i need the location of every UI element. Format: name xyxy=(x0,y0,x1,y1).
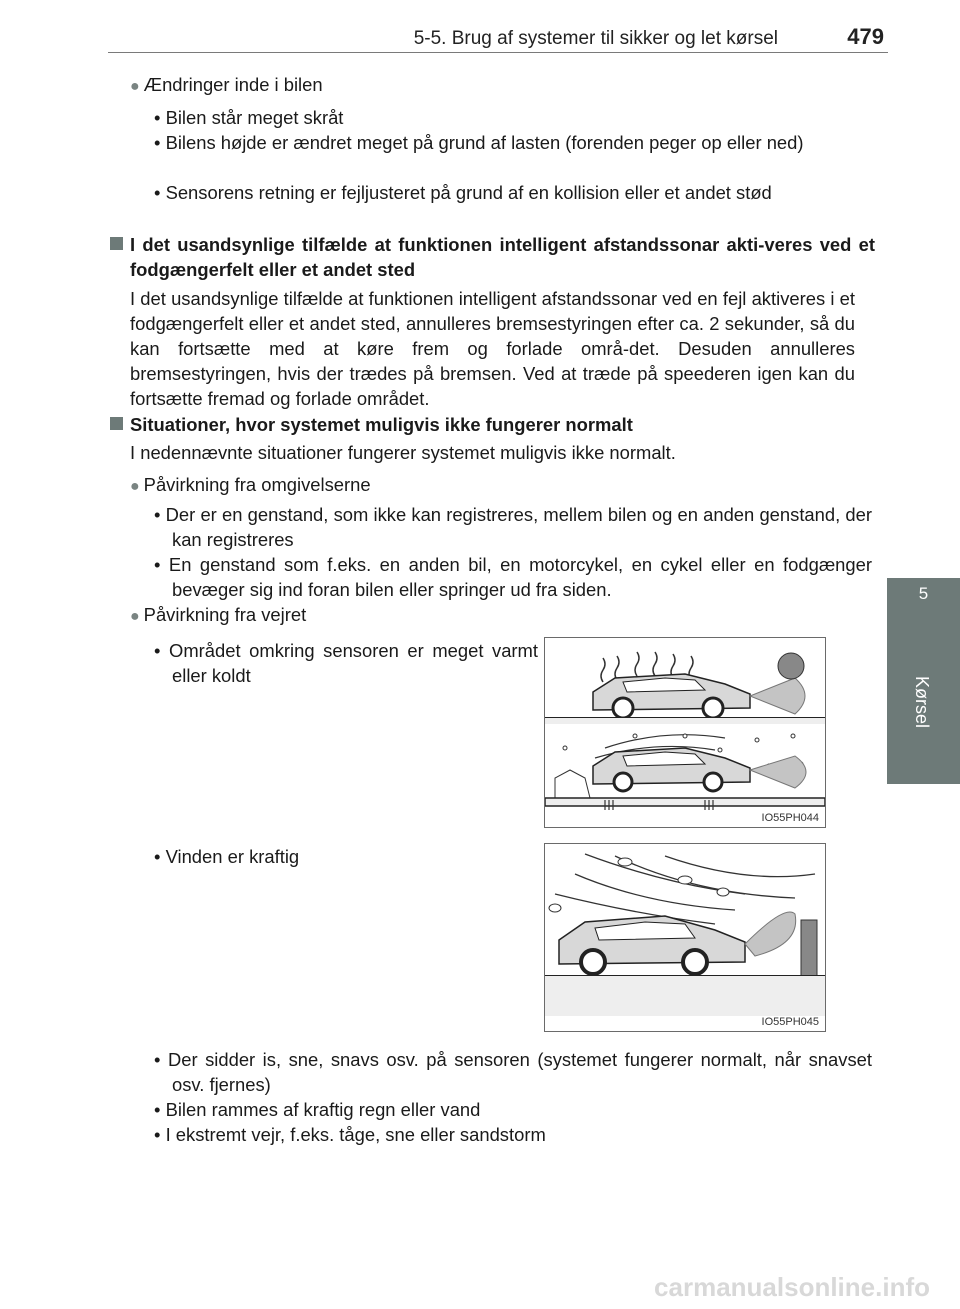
list-item: • Sensorens retning er fejljusteret på grund af en kollision eller et andet stød xyxy=(154,182,772,203)
hot-cold-illustration xyxy=(545,638,825,827)
list-item: • Vinden er kraftig xyxy=(154,846,300,867)
car-icon xyxy=(593,674,750,718)
intro-paragraph: I nedennævnte situationer fungerer systemet muligvis ikke normalt. xyxy=(130,442,676,463)
body-paragraph: I det usandsynlige tilfælde at funktionen intelligent afstandssonar ved en fejl aktiveres i et fodgængerfelt eller et andet sted, annulleres bremsestyringen efter ca. 2 sekunder, så du kan fortsætte med at køre frem og forlade områ-det. Desuden annulleres bremsestyringen, hvis der trædes på bremsen. Ved at træde på speederen igen kan du fortsætte fremad og forlade området. xyxy=(130,288,855,409)
figure-code: IO55PH045 xyxy=(761,1016,819,1028)
list-item: • Der er en genstand, som ikke kan registreres, mellem bilen og en anden genstand, der kan registreres xyxy=(154,504,872,550)
chapter-title: Kørsel xyxy=(912,676,932,729)
page-header xyxy=(108,18,888,53)
figure-hot-cold xyxy=(544,637,826,828)
car-icon xyxy=(559,916,745,974)
sensor-beam xyxy=(750,756,806,788)
figure-code: IO55PH044 xyxy=(761,812,819,824)
list-item: • Der sidder is, sne, snavs osv. på sensoren (systemet fungerer normalt, når snavset osv. fjernes) xyxy=(154,1049,872,1095)
section-heading: Situationer, hvor systemet muligvis ikke fungerer normalt xyxy=(110,412,875,437)
chapter-number: 5 xyxy=(918,584,929,603)
watermark: carmanualsonline.info xyxy=(654,1272,930,1302)
sensor-beam xyxy=(750,678,805,714)
square-bullet-icon xyxy=(110,237,123,250)
page-number: 479 xyxy=(847,24,884,49)
sensor-beam xyxy=(745,912,796,956)
obstacle-pole xyxy=(801,920,817,976)
list-item: • I ekstremt vejr, f.eks. tåge, sne eller sandstorm xyxy=(154,1124,546,1145)
snowman-icon xyxy=(555,770,590,798)
list-item: • Bilens højde er ændret meget på grund af lasten (forenden peger op eller ned) xyxy=(154,132,804,153)
list-item: • En genstand som f.eks. en anden bil, en motorcykel, en cykel eller en fodgænger bevæger sig ind foran bilen eller springer ud fra siden. xyxy=(154,554,872,600)
wind-lines xyxy=(555,854,815,924)
figure-wind xyxy=(544,843,826,1032)
circle-bullet-icon: ● xyxy=(130,478,140,495)
car-icon xyxy=(593,748,750,791)
section-heading: I det usandsynlige tilfælde at funktionen intelligent afstandssonar akti-veres ved et fodgængerfelt eller et andet sted xyxy=(110,232,875,282)
sun-icon xyxy=(778,653,804,679)
list-item: • Området omkring sensoren er meget varmt eller koldt xyxy=(154,640,538,686)
changes-title: ● Ændringer inde i bilen xyxy=(130,74,323,95)
chapter-side-tab xyxy=(887,578,960,784)
list-item: • Bilen står meget skråt xyxy=(154,107,344,128)
list-item: • Bilen rammes af kraftig regn eller vand xyxy=(154,1099,481,1120)
circle-bullet-icon: ● xyxy=(130,608,140,625)
env-title: ● Påvirkning fra omgivelserne xyxy=(130,474,371,495)
weather-title: ● Påvirkning fra vejret xyxy=(130,604,307,625)
square-bullet-icon xyxy=(110,417,123,430)
circle-bullet-icon: ● xyxy=(130,78,140,95)
wind-illustration xyxy=(545,844,825,1031)
section-title: 5-5. Brug af systemer til sikker og let kørsel xyxy=(413,28,778,49)
